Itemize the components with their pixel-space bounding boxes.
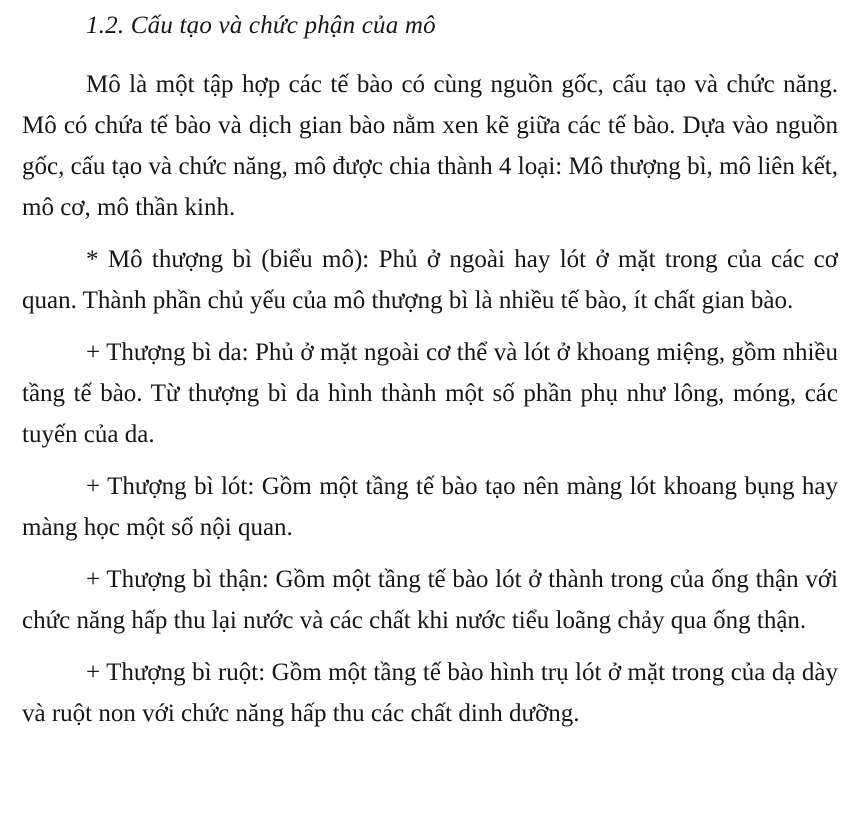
section-heading: 1.2. Cấu tạo và chức phận của mô: [86, 12, 436, 39]
paragraph-lining-epithelium: + Thượng bì lót: Gồm một tầng tế bào tạo nên màng lót khoang bụng hay màng học một số nội quan.: [22, 473, 838, 541]
paragraph-epithelium: * Mô thượng bì (biểu mô): Phủ ở ngoài hay lót ở mặt trong của các cơ quan. Thành phần chủ yếu của mô thượng bì là nhiều tế bào, ít chất gian bào.: [22, 246, 838, 314]
paragraph-intestinal-epithelium: + Thượng bì ruột: Gồm một tầng tế bào hình trụ lót ở mặt trong của dạ dày và ruột non với chức năng hấp thu các chất dinh dưỡng.: [22, 659, 838, 727]
paragraph-intro: Mô là một tập hợp các tế bào có cùng nguồn gốc, cấu tạo và chức năng. Mô có chứa tế bào và dịch gian bào nằm xen kẽ giữa các tế bào. Dựa vào nguồn gốc, cấu tạo và chức năng, mô được chia thành 4 loại: Mô thượng bì, mô liên kết, mô cơ, mô thần kinh.: [22, 71, 838, 221]
paragraph-kidney-epithelium: + Thượng bì thận: Gồm một tầng tế bào lót ở thành trong của ống thận với chức năng hấp thu lại nước và các chất khi nước tiểu loãng chảy qua ống thận.: [22, 566, 838, 634]
document-page: [22, 6, 838, 745]
paragraph-skin-epithelium: + Thượng bì da: Phủ ở mặt ngoài cơ thể và lót ở khoang miệng, gồm nhiều tầng tế bào. Từ thượng bì da hình thành một số phần phụ như lông, móng, các tuyến của da.: [22, 339, 838, 448]
